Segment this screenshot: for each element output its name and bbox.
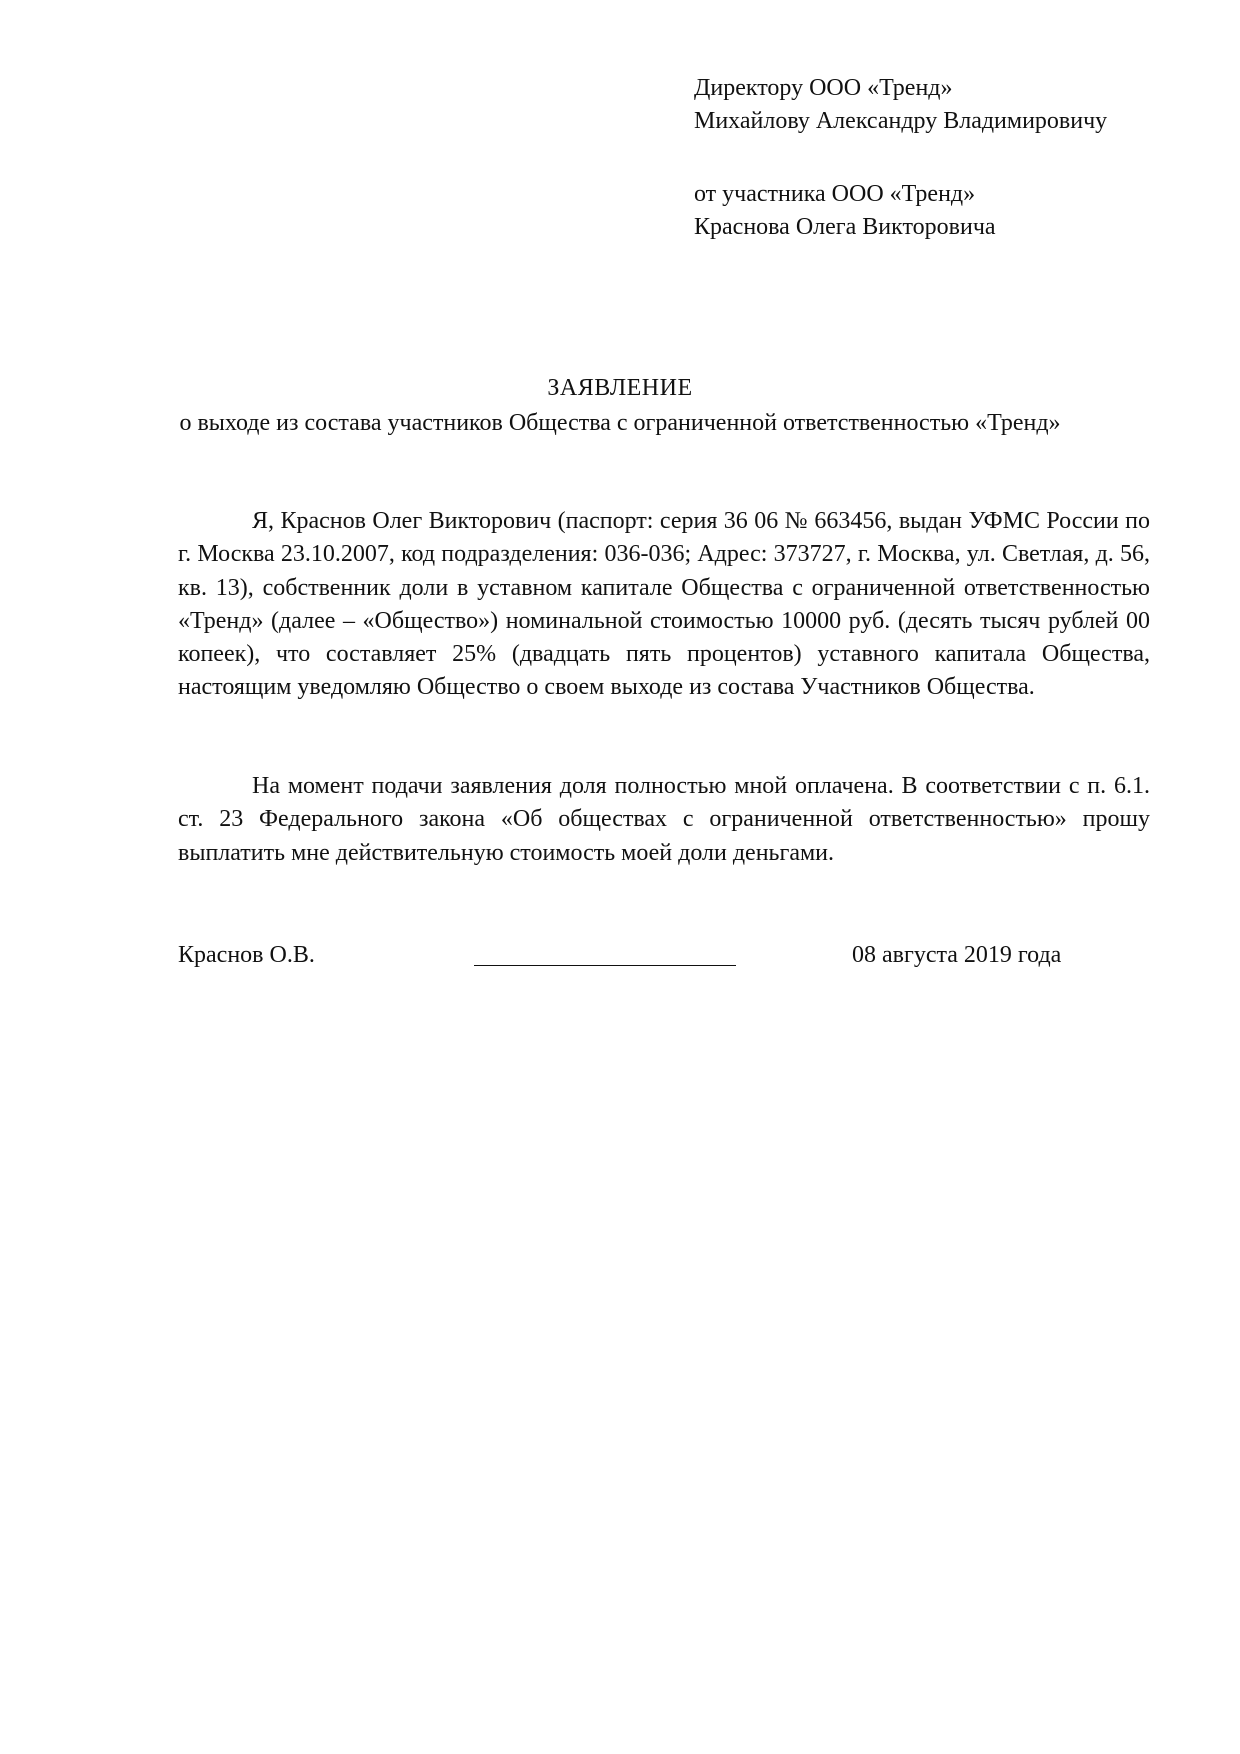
addressee-block	[694, 72, 1214, 244]
document-subtitle: о выходе из состава участников Общества с ограниченной ответственностью «Тренд»	[179, 410, 1061, 436]
signature-date: 08 августа 2019 года	[852, 942, 1062, 968]
body-paragraph-2: На момент подачи заявления доля полностью мной оплачена. В соответствии с п. 6.1. ст. 23 Федерального закона «Об обществах с ограниченной ответственностью» прошу выплатить мне действительную стоимость моей доли деньгами.	[178, 773, 1150, 866]
header-spacer	[694, 138, 1214, 178]
body-paragraph-1: Я, Краснов Олег Викторович (паспорт: серия 36 06 № 663456, выдан УФМС России по г. Москва 23.10.2007, код подразделения: 036-036; Адрес: 373727, г. Москва, ул. Светлая, д. 56, кв. 13), собственник доли в уставном капитале Общества с ограниченной ответственностью «Тренд» (далее – «Общество») номинальной стоимостью 10000 руб. (десять тысяч рублей 00 копеек), что составляет 25% (двадцать пять процентов) уставного капитала Общества, настоящим уведомляю Общество о своем выходе из состава Участников Общества.	[178, 508, 1150, 701]
signature-line	[474, 965, 736, 966]
sender-line-1: от участника ООО «Тренд»	[694, 181, 976, 207]
document-title: ЗАЯВЛЕНИЕ	[547, 375, 693, 401]
signer-name: Краснов О.В.	[178, 942, 315, 968]
addressee-line-1: Директору ООО «Тренд»	[694, 75, 953, 101]
addressee-line-2: Михайлову Александру Владимировичу	[694, 108, 1108, 134]
sender-line-2: Краснова Олега Викторовича	[694, 214, 996, 240]
signature-row	[0, 940, 1240, 980]
